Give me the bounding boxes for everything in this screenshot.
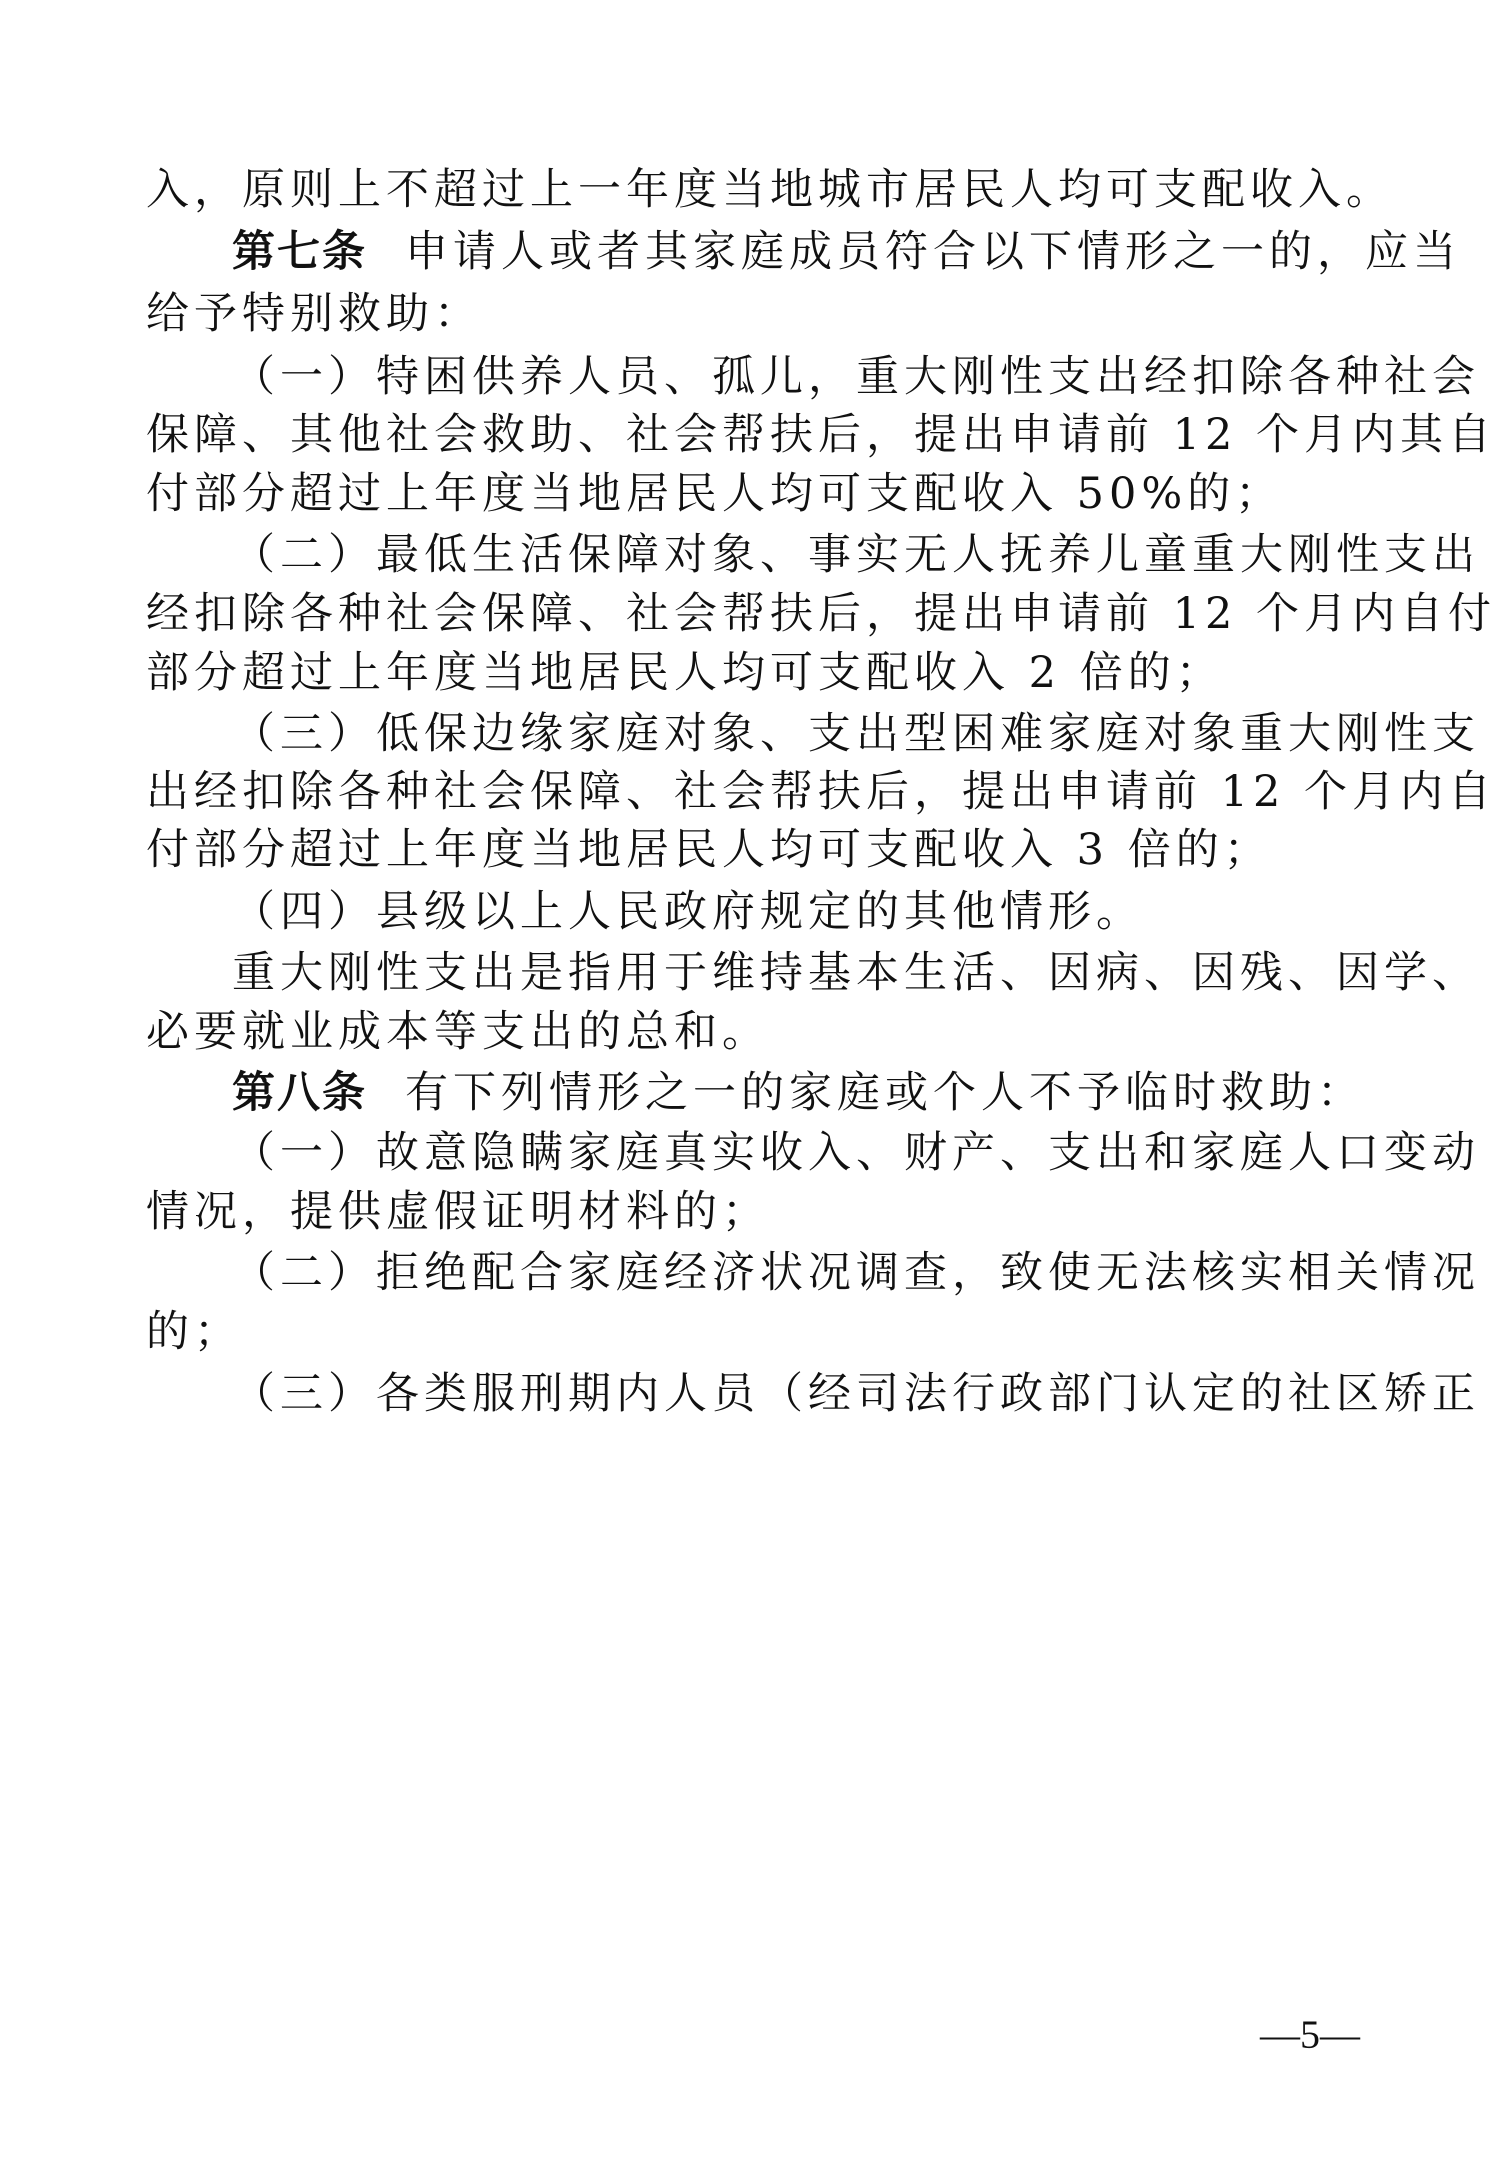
- article-8-heading: 第八条: [232, 1068, 367, 1118]
- text-line: （二）拒绝配合家庭经济状况调查，致使无法核实相关情况: [232, 1248, 1480, 1298]
- text-line: （一）故意隐瞒家庭真实收入、财产、支出和家庭人口变动: [232, 1128, 1480, 1178]
- text-line: （三）各类服刑期内人员（经司法行政部门认定的社区矫正: [232, 1369, 1480, 1419]
- text-line: 的；: [146, 1307, 242, 1357]
- text-line: 出经扣除各种社会保障、社会帮扶后，提出申请前 12 个月内自: [146, 767, 1496, 817]
- article-8-line: [232, 1063, 1366, 1123]
- text-line: 重大刚性支出是指用于维持基本生活、因病、因残、因学、: [232, 948, 1480, 998]
- text-line: 情况，提供虚假证明材料的；: [146, 1187, 770, 1237]
- page-number: —5—: [1260, 2012, 1360, 2057]
- text-line: 必要就业成本等支出的总和。: [146, 1007, 770, 1057]
- text-line: 部分超过上年度当地居民人均可支配收入 2 倍的；: [146, 648, 1224, 698]
- text-line: 入，原则上不超过上一年度当地城市居民人均可支配收入。: [146, 165, 1394, 215]
- text-line: 付部分超过上年度当地居民人均可支配收入 3 倍的；: [146, 825, 1272, 875]
- text-line: 保障、其他社会救助、社会帮扶后，提出申请前 12 个月内其自: [146, 410, 1496, 460]
- text-line: 给予特别救助：: [146, 289, 482, 339]
- text-line: （一）特困供养人员、孤儿，重大刚性支出经扣除各种社会: [232, 352, 1480, 402]
- text-line: （二）最低生活保障对象、事实无人抚养儿童重大刚性支出: [232, 530, 1480, 580]
- text-line: （四）县级以上人民政府规定的其他情形。: [232, 887, 1144, 937]
- text-line: 经扣除各种社会保障、社会帮扶后，提出申请前 12 个月内自付: [146, 589, 1496, 639]
- article-7-line: [232, 222, 1461, 282]
- article-7-text: 申请人或者其家庭成员符合以下情形之一的，应当: [405, 227, 1461, 277]
- article-7-heading: 第七条: [232, 227, 367, 277]
- article-8-text: 有下列情形之一的家庭或个人不予临时救助：: [405, 1068, 1365, 1118]
- text-line: （三）低保边缘家庭对象、支出型困难家庭对象重大刚性支: [232, 709, 1480, 759]
- text-line: 付部分超过上年度当地居民人均可支配收入 50%的；: [146, 469, 1284, 519]
